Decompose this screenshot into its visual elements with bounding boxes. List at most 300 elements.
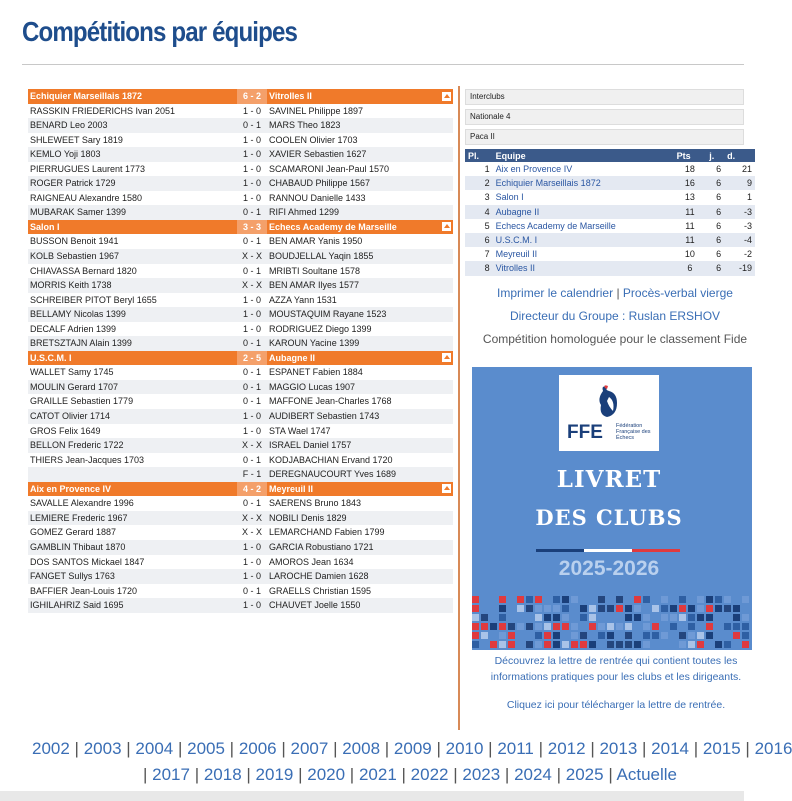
year-separator: | — [241, 765, 256, 784]
game-result: 0 - 1 — [242, 396, 261, 407]
pattern-square — [589, 605, 596, 612]
pattern-square — [688, 623, 695, 630]
standing-played: 6 — [706, 219, 724, 233]
game-result: X - X — [241, 527, 262, 538]
pattern-square — [742, 632, 749, 639]
pattern-square — [715, 605, 722, 612]
game-result: F - 1 — [242, 469, 262, 480]
game-row — [28, 496, 453, 511]
away-player: STA Wael 1747 — [269, 425, 331, 436]
col-diff: d. — [724, 149, 755, 162]
standing-team[interactable]: Echiquier Marseillais 1872 — [493, 176, 674, 190]
pattern-square — [625, 623, 632, 630]
pattern-square — [634, 596, 641, 603]
pattern-square — [490, 641, 497, 648]
homologation-text: Compétition homologuée pour le classement Fide — [482, 332, 748, 346]
pattern-square — [733, 623, 740, 630]
pattern-square — [553, 623, 560, 630]
standing-played: 6 — [706, 233, 724, 247]
game-row — [28, 336, 453, 351]
pattern-square — [553, 632, 560, 639]
game-row — [28, 191, 453, 206]
standing-team[interactable]: Aix en Provence IV — [493, 162, 674, 176]
season-link[interactable]: 2004 — [135, 739, 174, 758]
home-player: BAFFIER Jean-Louis 1720 — [30, 585, 138, 596]
standing-place: 1 — [465, 162, 493, 176]
game-result: X - X — [241, 280, 262, 291]
game-row — [28, 293, 453, 308]
pattern-square — [724, 596, 731, 603]
game-row — [28, 525, 453, 540]
home-player: DECALF Adrien 1399 — [30, 323, 117, 334]
standing-team[interactable]: Aubagne II — [493, 205, 674, 219]
newsletter-info — [476, 653, 756, 713]
pattern-square — [679, 614, 686, 621]
game-result: 1 - 0 — [242, 163, 261, 174]
pattern-square — [688, 614, 695, 621]
competition-selector[interactable]: Interclubs — [465, 89, 744, 105]
pattern-square — [553, 614, 560, 621]
match-score: 4 - 2 — [237, 482, 267, 497]
game-row — [28, 176, 453, 191]
away-player: RIFI Ahmed 1299 — [269, 207, 340, 218]
away-player: LEMARCHAND Fabien 1799 — [269, 527, 385, 538]
away-player: AMOROS Jean 1634 — [269, 556, 354, 567]
season-link[interactable]: 2013 — [599, 739, 638, 758]
away-player: MAFFONE Jean-Charles 1768 — [269, 396, 392, 407]
away-team[interactable]: Vitrolles II — [269, 91, 312, 101]
pattern-square — [670, 614, 677, 621]
livret-banner[interactable] — [472, 367, 752, 650]
collapse-icon[interactable] — [442, 353, 451, 362]
pattern-square — [553, 605, 560, 612]
home-player: BENARD Leo 2003 — [30, 120, 108, 131]
standing-place: 8 — [465, 261, 493, 275]
pattern-square — [643, 623, 650, 630]
pattern-square — [679, 605, 686, 612]
pattern-square — [697, 614, 704, 621]
pattern-square — [607, 641, 614, 648]
pattern-square — [616, 641, 623, 648]
collapse-icon[interactable] — [442, 92, 451, 101]
standing-points: 18 — [674, 162, 707, 176]
year-separator: | — [431, 739, 446, 758]
match-score: 6 - 2 — [237, 89, 267, 104]
pattern-square — [571, 596, 578, 603]
pattern-square — [553, 641, 560, 648]
home-player: MUBARAK Samer 1399 — [30, 207, 127, 218]
pattern-square — [733, 614, 740, 621]
pattern-square — [742, 596, 749, 603]
game-result: 0 - 1 — [242, 454, 261, 465]
standing-place: 6 — [465, 233, 493, 247]
standing-diff: 21 — [724, 162, 755, 176]
pattern-square — [517, 623, 524, 630]
standing-played: 6 — [706, 247, 724, 261]
pattern-square — [472, 596, 479, 603]
pattern-square — [733, 605, 740, 612]
game-result: 1 - 0 — [242, 149, 261, 160]
collapse-icon[interactable] — [442, 484, 451, 493]
rooster-icon — [595, 385, 621, 419]
game-result: 1 - 0 — [242, 425, 261, 436]
year-separator: | — [345, 765, 359, 784]
home-player: RASSKIN FRIEDERICHS Ivan 2051 — [30, 105, 176, 116]
away-player: AUDIBERT Sebastien 1743 — [269, 411, 380, 422]
match-score: 2 - 5 — [237, 351, 267, 366]
away-player: LAROCHE Damien 1628 — [269, 571, 369, 582]
game-row — [28, 322, 453, 337]
pattern-square — [607, 623, 614, 630]
season-link[interactable]: 2014 — [651, 739, 689, 758]
home-player: KEMLO Yoji 1803 — [30, 149, 101, 160]
standing-played: 6 — [706, 190, 724, 204]
standing-place: 2 — [465, 176, 493, 190]
division-selector[interactable]: Nationale 4 — [465, 109, 744, 125]
year-separator: | — [500, 765, 515, 784]
year-separator: | — [121, 739, 136, 758]
game-result: 0 - 1 — [242, 207, 261, 218]
pattern-square — [634, 605, 641, 612]
standing-points: 13 — [674, 190, 707, 204]
away-player: RANNOU Danielle 1433 — [269, 192, 366, 203]
pattern-square — [715, 641, 722, 648]
standing-team[interactable]: U.S.C.M. I — [493, 233, 674, 247]
col-points: Pts — [674, 149, 707, 162]
pattern-square — [553, 596, 560, 603]
game-result: 0 - 1 — [242, 585, 261, 596]
game-row — [28, 540, 453, 555]
season-link[interactable]: 2021 — [358, 765, 397, 784]
season-link[interactable]: 2009 — [393, 739, 432, 758]
away-player: MARS Theo 1823 — [269, 120, 341, 131]
pattern-square — [562, 641, 569, 648]
pattern-square — [688, 641, 695, 648]
pattern-square — [499, 605, 506, 612]
home-player: THIERS Jean-Jacques 1703 — [30, 454, 145, 465]
standing-team[interactable]: Vitrolles II — [493, 261, 674, 275]
standings-row — [465, 233, 755, 247]
season-link[interactable]: 2005 — [187, 739, 225, 758]
standing-points: 16 — [674, 176, 707, 190]
game-row — [28, 249, 453, 264]
year-separator: | — [173, 739, 188, 758]
game-row — [28, 394, 453, 409]
game-row — [28, 467, 453, 482]
game-row — [28, 147, 453, 162]
group-selector[interactable]: Paca II — [465, 129, 744, 145]
pattern-square — [652, 632, 659, 639]
season-link[interactable]: 2006 — [238, 739, 277, 758]
away-team[interactable]: Meyreuil II — [269, 483, 314, 494]
season-link[interactable]: 2025 — [565, 765, 604, 784]
game-result: 1 - 0 — [242, 541, 261, 552]
pattern-square — [643, 596, 650, 603]
away-player: BOUDJELLAL Yaqin 1855 — [269, 251, 374, 262]
standings-table — [465, 149, 755, 276]
pattern-square — [499, 596, 506, 603]
game-result: 1 - 0 — [242, 556, 261, 567]
pattern-square — [535, 614, 542, 621]
pattern-square — [472, 641, 479, 648]
home-player: GROS Felix 1649 — [30, 425, 101, 436]
season-link[interactable]: 2017 — [152, 765, 190, 784]
standing-diff: -3 — [724, 205, 755, 219]
pattern-square — [643, 641, 650, 648]
pattern-square — [481, 623, 488, 630]
home-player: IGHILAHRIZ Said 1695 — [30, 600, 124, 611]
season-link[interactable]: Actuelle — [616, 765, 678, 784]
pattern-square — [598, 605, 605, 612]
standing-diff: -2 — [724, 247, 755, 261]
home-player — [28, 467, 237, 482]
game-result: 1 - 0 — [242, 134, 261, 145]
home-player: ROGER Patrick 1729 — [30, 178, 116, 189]
season-link[interactable]: 2020 — [307, 765, 346, 784]
match-header[interactable] — [28, 89, 453, 104]
standing-played: 6 — [706, 261, 724, 275]
standing-points: 11 — [674, 205, 707, 219]
pattern-square — [670, 623, 677, 630]
standings-row — [465, 261, 755, 275]
pattern-square — [634, 614, 641, 621]
banner-year: 2025-2026 — [558, 557, 660, 580]
pattern-square — [706, 623, 713, 630]
pattern-square — [499, 614, 506, 621]
pattern-square — [490, 623, 497, 630]
away-team[interactable]: Aubagne II — [269, 352, 316, 363]
standing-team[interactable]: Salon I — [493, 190, 674, 204]
year-separator: | — [224, 739, 239, 758]
pattern-square — [742, 614, 749, 621]
pattern-square — [607, 632, 614, 639]
game-result: 0 - 1 — [242, 498, 261, 509]
pattern-square — [697, 632, 704, 639]
away-player: BEN AMAR Ilyes 1577 — [269, 280, 360, 291]
season-link[interactable]: 2019 — [255, 765, 294, 784]
away-player: CHAUVET Joelle 1550 — [269, 600, 361, 611]
print-calendar-link[interactable]: Imprimer le calendrier — [497, 286, 614, 300]
season-archive — [0, 736, 792, 788]
standing-points: 11 — [674, 219, 707, 233]
home-player: LEMIERE Frederic 1967 — [30, 512, 128, 523]
pattern-square — [598, 623, 605, 630]
season-link[interactable]: 2018 — [203, 765, 242, 784]
match-header[interactable] — [28, 482, 453, 497]
col-team: Equipe — [493, 149, 674, 162]
game-row — [28, 234, 453, 249]
year-separator: | — [533, 739, 548, 758]
year-separator: | — [483, 739, 498, 758]
game-result: 1 - 0 — [242, 600, 261, 611]
game-result: 1 - 0 — [242, 323, 261, 334]
standings-row — [465, 219, 755, 233]
pattern-square — [499, 641, 506, 648]
match-results-table — [28, 89, 453, 613]
home-team[interactable]: Aix en Provence IV — [30, 483, 112, 494]
pattern-square — [679, 632, 686, 639]
home-player: FANGET Sullys 1763 — [30, 571, 115, 582]
pattern-square — [535, 623, 542, 630]
year-separator: | — [328, 739, 343, 758]
game-row — [28, 511, 453, 526]
home-player: BELLON Frederic 1722 — [30, 440, 124, 451]
away-player: SCAMARONI Jean-Paul 1570 — [269, 163, 390, 174]
pattern-square — [499, 623, 506, 630]
standing-team[interactable]: Meyreuil II — [493, 247, 674, 261]
home-team[interactable]: Echiquier Marseillais 1872 — [30, 91, 143, 101]
away-player: GRAELLS Christian 1595 — [269, 585, 372, 596]
game-result: 1 - 0 — [242, 294, 261, 305]
pattern-square — [598, 596, 605, 603]
standing-diff: 1 — [724, 190, 755, 204]
away-player: MRIBTI Soultane 1578 — [269, 265, 361, 276]
match-header[interactable] — [28, 351, 453, 366]
home-player: MORRIS Keith 1738 — [30, 280, 112, 291]
pattern-square — [679, 596, 686, 603]
home-team[interactable]: U.S.C.M. I — [30, 352, 72, 363]
match-score: 3 - 3 — [237, 220, 267, 235]
standing-diff: -19 — [724, 261, 755, 275]
away-player: COOLEN Olivier 1703 — [269, 134, 358, 145]
season-link[interactable]: 2016 — [754, 739, 792, 758]
game-row — [28, 380, 453, 395]
pattern-square — [742, 641, 749, 648]
season-link[interactable]: 2023 — [462, 765, 501, 784]
season-link[interactable]: 2002 — [32, 739, 70, 758]
season-link[interactable]: 2010 — [445, 739, 484, 758]
away-player: ISRAEL Daniel 1757 — [269, 440, 352, 451]
standing-team[interactable]: Echecs Academy de Marseille — [493, 219, 674, 233]
pattern-square — [652, 623, 659, 630]
game-result: X - X — [241, 440, 262, 451]
season-link[interactable]: 2012 — [547, 739, 586, 758]
home-player: SAVALLE Alexandre 1996 — [30, 498, 134, 509]
game-row — [28, 569, 453, 584]
director-link[interactable]: Directeur du Groupe : Ruslan ERSHOV — [509, 309, 721, 323]
game-row — [28, 438, 453, 453]
away-player: SAVINEL Philippe 1897 — [269, 105, 364, 116]
pattern-square — [562, 605, 569, 612]
pattern-square — [526, 623, 533, 630]
pattern-square — [589, 614, 596, 621]
pattern-square — [643, 632, 650, 639]
pattern-square — [733, 632, 740, 639]
away-player: KODJABACHIAN Ervand 1720 — [269, 454, 393, 465]
game-row — [28, 162, 453, 177]
newsletter-text: Découvrez la lettre de rentrée qui contient toutes les informations pratiques pour les clubs et les dirigeants. — [490, 655, 742, 683]
pattern-square — [598, 632, 605, 639]
pattern-square — [580, 641, 587, 648]
flag-stripe — [536, 539, 682, 542]
pattern-square — [625, 614, 632, 621]
away-team[interactable]: Echecs Academy de Marseille — [269, 221, 397, 232]
game-result: 0 - 1 — [242, 367, 261, 378]
home-player: GRAILLE Sebastien 1779 — [30, 396, 134, 407]
standing-diff: 9 — [724, 176, 755, 190]
pv-link[interactable]: Procès-verbal vierge — [622, 286, 733, 300]
col-place: Pl. — [465, 149, 493, 162]
title-divider — [22, 64, 744, 65]
season-link[interactable]: 2024 — [514, 765, 552, 784]
season-link[interactable]: 2015 — [702, 739, 741, 758]
year-separator: | — [585, 739, 600, 758]
game-result: 1 - 0 — [242, 411, 261, 422]
game-row — [28, 278, 453, 293]
season-link[interactable]: 2007 — [290, 739, 329, 758]
pattern-square — [724, 641, 731, 648]
pattern-square — [535, 605, 542, 612]
game-result: 0 - 1 — [242, 338, 261, 349]
pattern-square — [562, 614, 569, 621]
pattern-square — [706, 614, 713, 621]
pattern-square — [472, 623, 479, 630]
collapse-icon[interactable] — [442, 222, 451, 231]
game-row — [28, 133, 453, 148]
home-player: BRETSZTAJN Alain 1399 — [30, 338, 132, 349]
home-team[interactable]: Salon I — [30, 221, 60, 232]
pattern-square — [499, 632, 506, 639]
home-player: MOULIN Gerard 1707 — [30, 381, 119, 392]
year-separator: | — [689, 739, 703, 758]
pattern-square — [562, 596, 569, 603]
game-result: 1 - 0 — [242, 105, 261, 116]
standing-place: 7 — [465, 247, 493, 261]
pattern-square — [544, 623, 551, 630]
pattern-square — [661, 614, 668, 621]
pattern-square — [607, 605, 614, 612]
game-row — [28, 264, 453, 279]
newsletter-download-link[interactable]: Cliquez ici pour télécharger la lettre de rentrée. — [506, 699, 726, 711]
pattern-square — [742, 623, 749, 630]
match-header[interactable] — [28, 220, 453, 235]
home-player: BELLAMY Nicolas 1399 — [30, 309, 126, 320]
year-separator: | — [396, 765, 411, 784]
ffe-logo — [559, 375, 659, 451]
standings-row — [465, 176, 755, 190]
banner-title: LIVRET — [556, 466, 662, 493]
home-player: SCHREIBER PITOT Beryl 1655 — [30, 294, 157, 305]
pattern-square — [562, 623, 569, 630]
pattern-square — [634, 641, 641, 648]
season-link[interactable]: 2008 — [342, 739, 381, 758]
pattern-square — [625, 632, 632, 639]
standing-points: 11 — [674, 233, 707, 247]
pattern-square — [643, 614, 650, 621]
season-link[interactable]: 2022 — [410, 765, 449, 784]
col-played: j. — [706, 149, 724, 162]
away-player: XAVIER Sebastien 1627 — [269, 149, 367, 160]
season-link[interactable]: 2011 — [497, 739, 534, 758]
ffe-logo-text: FFE — [567, 422, 603, 443]
pattern-square — [616, 605, 623, 612]
year-separator: | — [448, 765, 463, 784]
season-link[interactable]: 2003 — [83, 739, 122, 758]
pattern-square — [706, 605, 713, 612]
standing-diff: -4 — [724, 233, 755, 247]
pattern-square — [589, 623, 596, 630]
pattern-square — [697, 596, 704, 603]
away-player: CHABAUD Philippe 1567 — [269, 178, 371, 189]
pattern-square — [472, 614, 479, 621]
game-row — [28, 205, 453, 220]
pattern-square — [580, 614, 587, 621]
standing-played: 6 — [706, 162, 724, 176]
game-row — [28, 598, 453, 613]
pattern-square — [472, 605, 479, 612]
pattern-square — [661, 632, 668, 639]
pattern-square — [481, 632, 488, 639]
